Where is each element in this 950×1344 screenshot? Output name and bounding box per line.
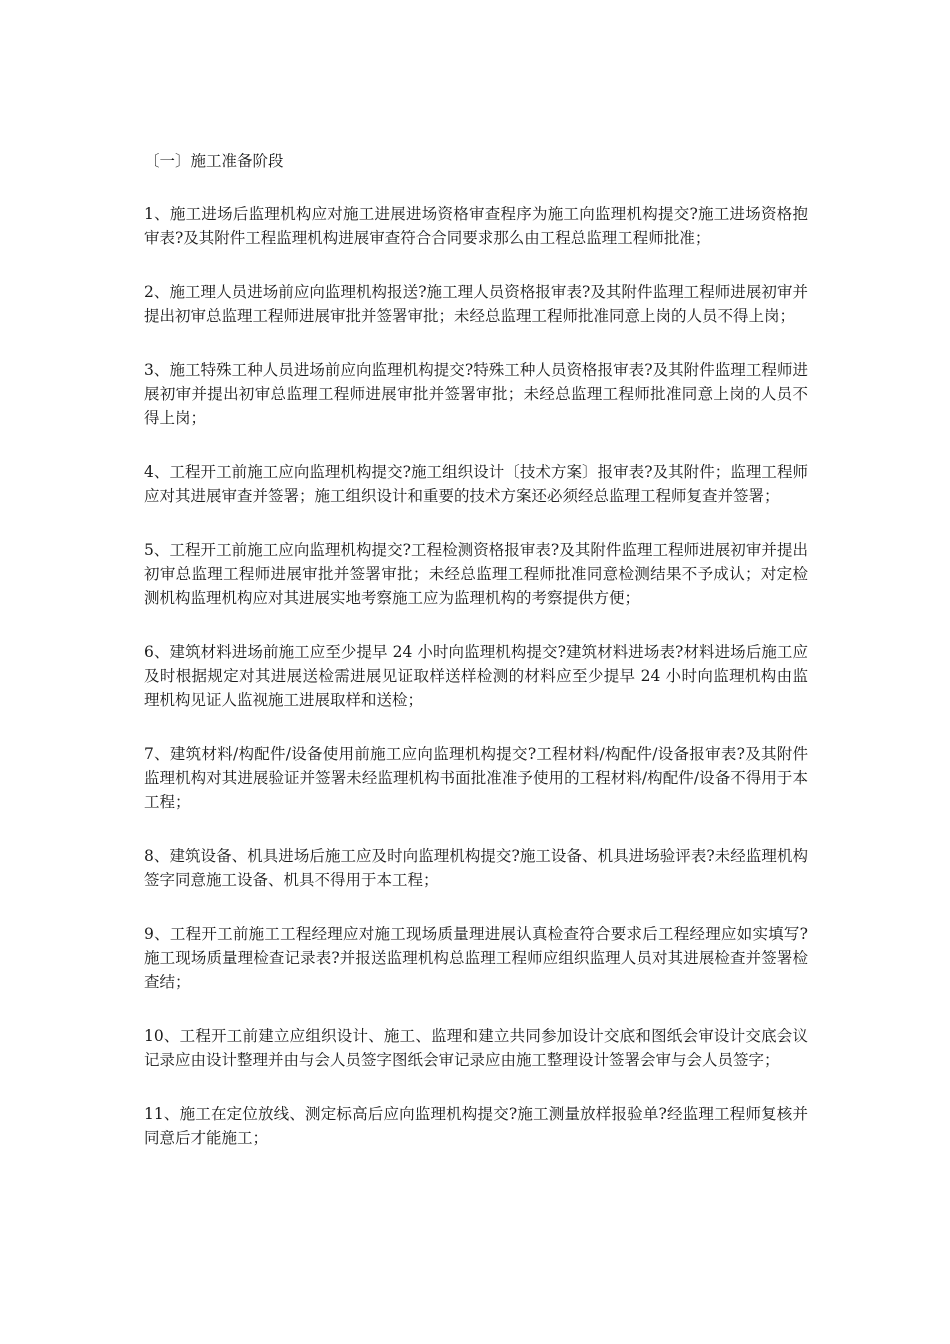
section-heading: 〔一〕施工准备阶段 (144, 152, 284, 170)
paragraph-10: 10、工程开工前建立应组织设计、施工、监理和建立共同参加设计交底和图纸会审设计交底会议记录应由设计整理并由与会人员签字图纸会审记录应由施工整理设计签署会审与会人员签字； (144, 1027, 808, 1069)
paragraph-8: 8、建筑设备、机具进场后施工应及时向监理机构提交?施工设备、机具进场验评表?未经监理机构签字同意施工设备、机具不得用于本工程； (144, 847, 808, 889)
paragraph-4: 4、工程开工前施工应向监理机构提交?施工组织设计〔技术方案〕报审表?及其附件；监理工程师应对其进展审查并签署；施工组织设计和重要的技术方案还必须经总监理工程师复查并签署； (144, 463, 808, 505)
paragraph-7: 7、建筑材料/构配件/设备使用前施工应向监理机构提交?工程材料/构配件/设备报审表?及其附件监理机构对其进展验证并签署未经监理机构书面批准准予使用的工程材料/构配件/设备不得用于本工程； (144, 745, 808, 811)
paragraph-6: 6、建筑材料进场前施工应至少提早 24 小时向监理机构提交?建筑材料进场表?材料进场后施工应及时根据规定对其进展送检需进展见证取样送样检测的材料应至少提早 24 小时向监理机构由监理机构见证人监视施工进展取样和送检； (144, 643, 808, 709)
paragraph-1: 1、施工进场后监理机构应对施工进展进场资格审查程序为施工向监理机构提交?施工进场资格抱审表?及其附件工程监理机构进展审查符合合同要求那么由工程总监理工程师批准； (144, 205, 808, 247)
paragraph-5: 5、工程开工前施工应向监理机构提交?工程检测资格报审表?及其附件监理工程师进展初审并提出初审总监理工程师进展审批并签署审批；未经总监理工程师批准同意检测结果不予成认；对定检测机构监理机构应对其进展实地考察施工应为监理机构的考察提供方便； (144, 541, 808, 607)
paragraph-2: 2、施工理人员进场前应向监理机构报送?施工理人员资格报审表?及其附件监理工程师进展初审并提出初审总监理工程师进展审批并签署审批；未经总监理工程师批准同意上岗的人员不得上岗； (144, 283, 808, 325)
paragraph-3: 3、施工特殊工种人员进场前应向监理机构提交?特殊工种人员资格报审表?及其附件监理工程师进展初审并提出初审总监理工程师进展审批并签署审批；未经总监理工程师批准同意上岗的人员不得上岗； (144, 361, 808, 427)
document-body (144, 150, 808, 1180)
paragraph-11: 11、施工在定位放线、测定标高后应向监理机构提交?施工测量放样报验单?经监理工程师复核并同意后才能施工； (144, 1105, 808, 1147)
paragraph-9: 9、工程开工前施工工程经理应对施工现场质量理进展认真检查符合要求后工程经理应如实填写?施工现场质量理检查记录表?并报送监理机构总监理工程师应组织监理人员对其进展检查并签署检查结； (144, 925, 808, 991)
